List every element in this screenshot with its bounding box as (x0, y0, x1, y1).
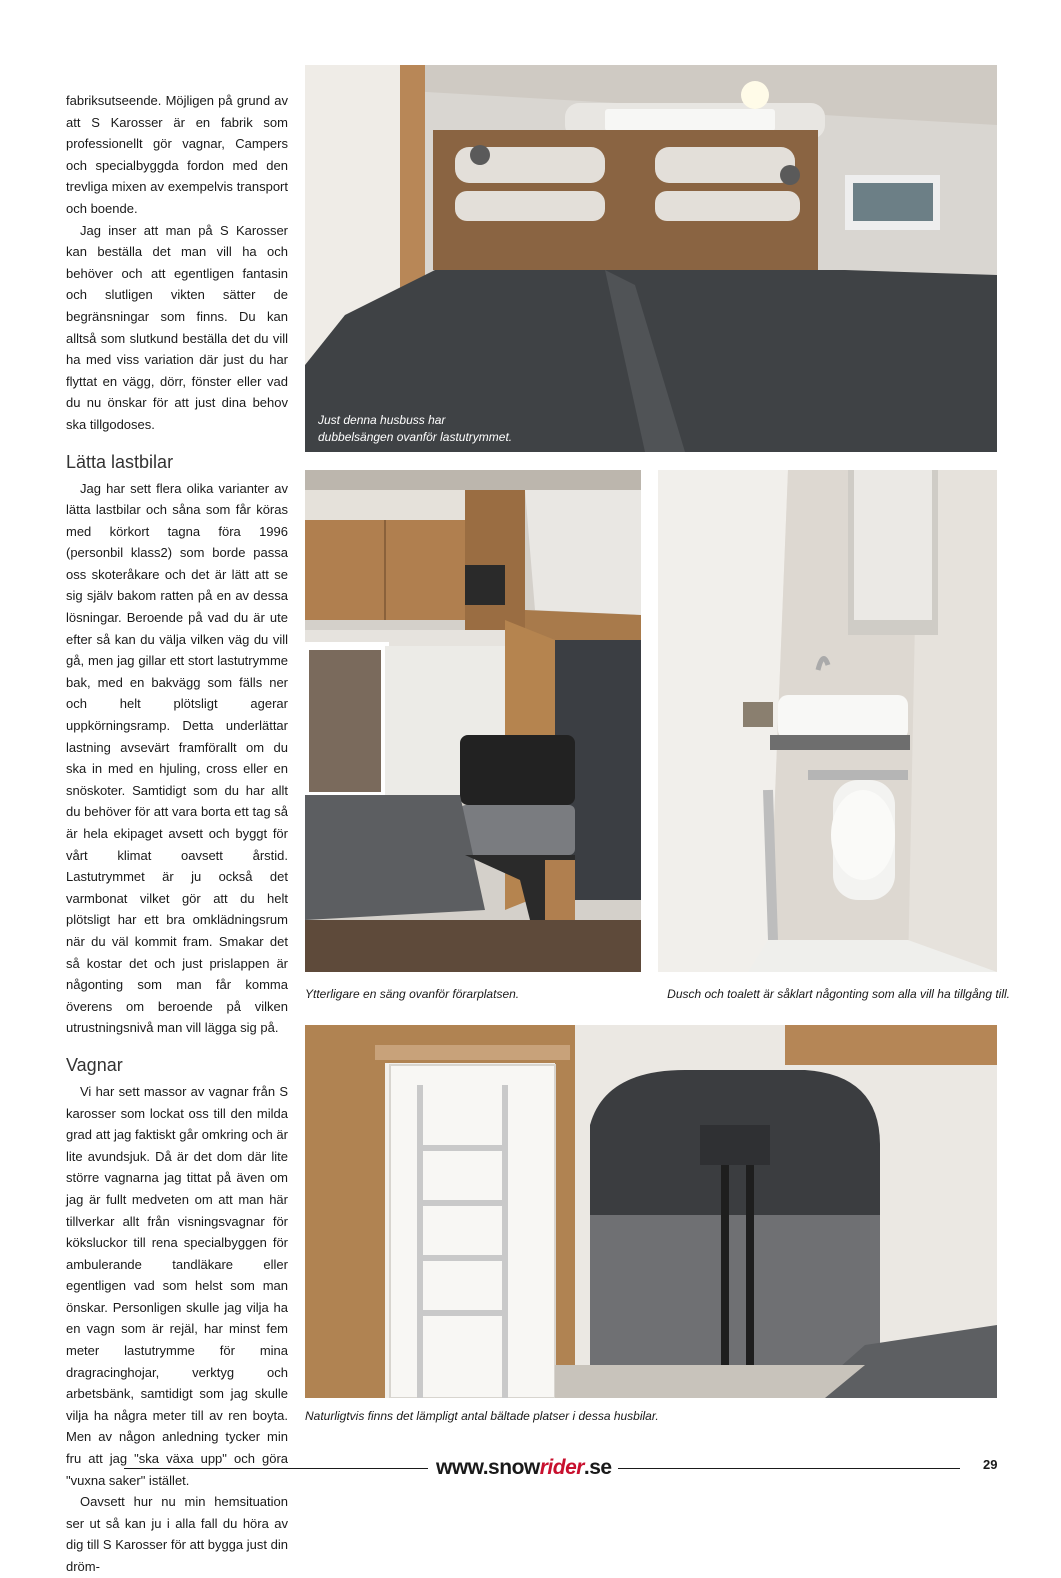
bed-photo (305, 65, 997, 452)
bed-caption: Just denna husbuss har dubbelsängen ovanför lastutrymmet. (318, 413, 513, 444)
footer-rule-left (124, 1468, 428, 1469)
dinette-caption: Ytterligare en säng ovanför förarplatsen. (305, 987, 520, 1001)
section-heading: Lätta lastbilar (66, 451, 174, 472)
toilet-photo (658, 470, 997, 972)
paragraph: Jag inser att man på S Karosser kan beställa det man vill ha och behöver och att egentligen fantasin och slutligen vikten sätter de begränsningar som finns. Du kan alltså som slutkund beställa det du vill ha med viss variation där just du har flyttat en vägg, dörr, fönster eller vad du nu önskar för att just dina behov ska tillgodoses. (66, 222, 288, 432)
paragraph: Oavsett hur nu min hemsituation ser ut så kan ju i alla fall du höra av dig till S Karosser för att bygga just din dröm- (66, 1494, 288, 1574)
dinette-photo (305, 470, 641, 972)
paragraph: Vi har sett massor av vagnar från S karosser som lockat oss till den milda grad att jag faktiskt går omkring och är lite avundsjuk. Då är det dom där lite större vagnarna jag tittat på även om jag är fullt medveten om att man här tillverkar allt från visningsvagnar för köksluckor till rena specialbyggen för ambulerande tandläkare eller egentligen vad som helst som man önskar. Personligen skulle jag vilja ha en vagn som är rejäl, har minst fem meter lastutrymme för mina dragracinghojar, verktyg och arbetsbänk, samtidigt som jag skulle vilja ha några meter till av ren boyta. Men av någon anledning tycker min fru att jag "ska växa upp" och göra "vuxna saker" istället. (66, 1083, 288, 1488)
toilet-caption: Dusch och toalett är såklart någonting som alla vill ha tillgång till. (667, 987, 1010, 1001)
section-heading: Vagnar (66, 1054, 123, 1075)
seats-caption: Naturligtvis finns det lämpligt antal bältade platser i dessa husbilar. (305, 1409, 659, 1423)
footer-rule-right (618, 1468, 960, 1469)
paragraph: Jag har sett flera olika varianter av lätta lastbilar och såna som får köras med körkort tagna föra 1996 (personbil klass2) som borde passa oss skoteråkare och det är lätt att se sig själv bakom ratten på en av dessa lösningar. Beroende på vad du är ute efter så kan du välja vilken väg du vill gå, men jag gillar ett stort lastutrymme bak, med en bakvägg som fälls ner och helt plötsligt agerar uppkörningsramp. Detta underlättar lastning avsevärt framförallt om du ska in med en hjuling, cross eller en snöskoter. Samtidigt som du har allt du behöver för att vara borta ett tag så är hela ekipaget avsett och byggt för vårt klimat oavsett årstid. Lastutrymmet är ju också det varmbonat vilket gör att du helt plötsligt har ett bra omklädningsrum när du väl kommit fram. Smakar det så kostar det och just prislappen är någonting som man får komma överens om beroende på vilken utrustningsnivå man vill lägga sig på. (66, 480, 288, 1036)
page-number: 29 (983, 1457, 998, 1472)
paragraph: fabriksutseende. Möjligen på grund av att S Karosser är en fabrik som professionellt gör vagnar, Campers och specialbyggda fordon med den trevliga mixen av exempelvis transport och boende. (66, 93, 288, 216)
seats-photo (305, 1025, 997, 1398)
site-brand: www.snowrider.se (436, 1456, 612, 1479)
article-column (66, 90, 288, 1578)
